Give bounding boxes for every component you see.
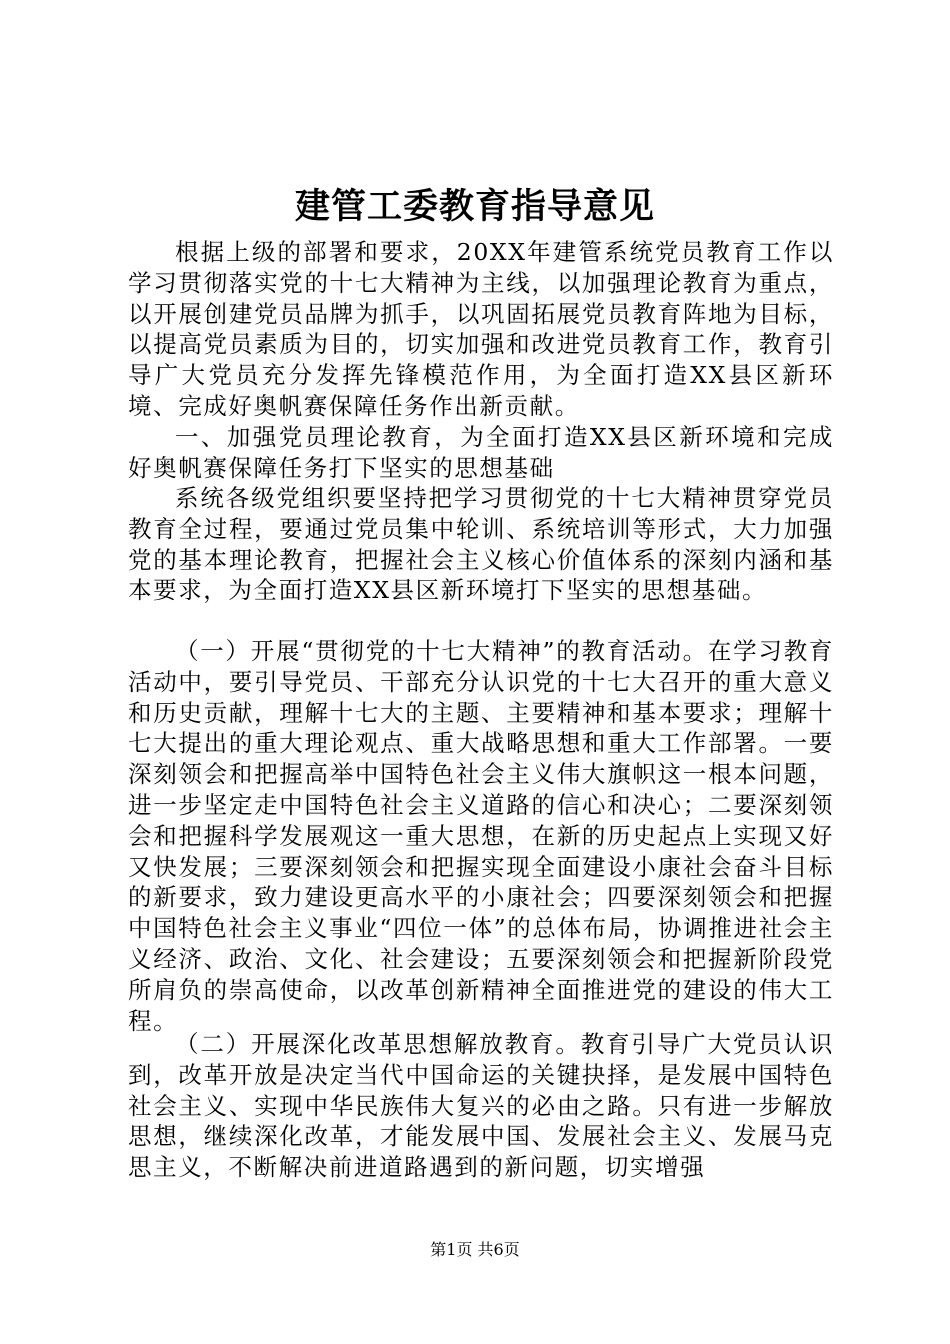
paragraph-section-1: 系统各级党组织要坚持把学习贯彻党的十七大精神贯穿党员教育全过程，要通过党员集中轮训、系统培训等形式，大力加强党的基本理论教育，把握社会主义核心价值体系的深刻内涵和基本要求，为全面打造XX县区新环境打下坚实的思想基础。: [128, 484, 834, 605]
paragraph-intro: 根据上级的部署和要求，20XX年建管系统党员教育工作以学习贯彻落实党的十七大精神为主线，以加强理论教育为重点，以开展创建党员品牌为抓手，以巩固拓展党员教育阵地为目标，以提高党员素质为目的，切实加强和改进党员教育工作，教育引导广大党员充分发挥先锋模范作用，为全面打造XX县区新环境、完成好奥帆赛保障任务作出新贡献。: [128, 238, 834, 420]
document-title: 建管工委教育指导意见: [294, 186, 655, 227]
page-number-footer: 第1页 共6页: [430, 1240, 520, 1259]
paragraph-item-1: （一）开展“贯彻党的十七大精神”的教育活动。在学习教育活动中，要引导党员、干部充分认识党的十七大召开的重大意义和历史贡献，理解十七大的主题、主要精神和基本要求；理解十七大提出的重大理论观点、重大战略思想和重大工作部署。一要深刻领会和把握高举中国特色社会主义伟大旗帜这一根本问题，进一步坚定走中国特色社会主义道路的信心和决心；二要深刻领会和把握科学发展观这一重大思想，在新的历史起点上实现又好又快发展；三要深刻领会和把握实现全面建设小康社会奋斗目标的新要求，致力建设更高水平的小康社会；四要深刻领会和把握中国特色社会主义事业“四位一体”的总体布局，协调推进社会主义经济、政治、文化、社会建设；五要深刻领会和把握新阶段党所肩负的崇高使命，以改革创新精神全面推进党的建设的伟大工程。: [128, 637, 834, 1035]
paragraph-item-2: （二）开展深化改革思想解放教育。教育引导广大党员认识到，改革开放是决定当代中国命运的关键抉择，是发展中国特色社会主义、实现中华民族伟大复兴的必由之路。只有进一步解放思想，继续深化改革，才能发展中国、发展社会主义、发展马克思主义，不断解决前进道路遇到的新问题，切实增强: [128, 1030, 834, 1182]
section-heading-1: 一、加强党员理论教育，为全面打造XX县区新环境和完成好奥帆赛保障任务打下坚实的思想基础: [128, 423, 834, 482]
